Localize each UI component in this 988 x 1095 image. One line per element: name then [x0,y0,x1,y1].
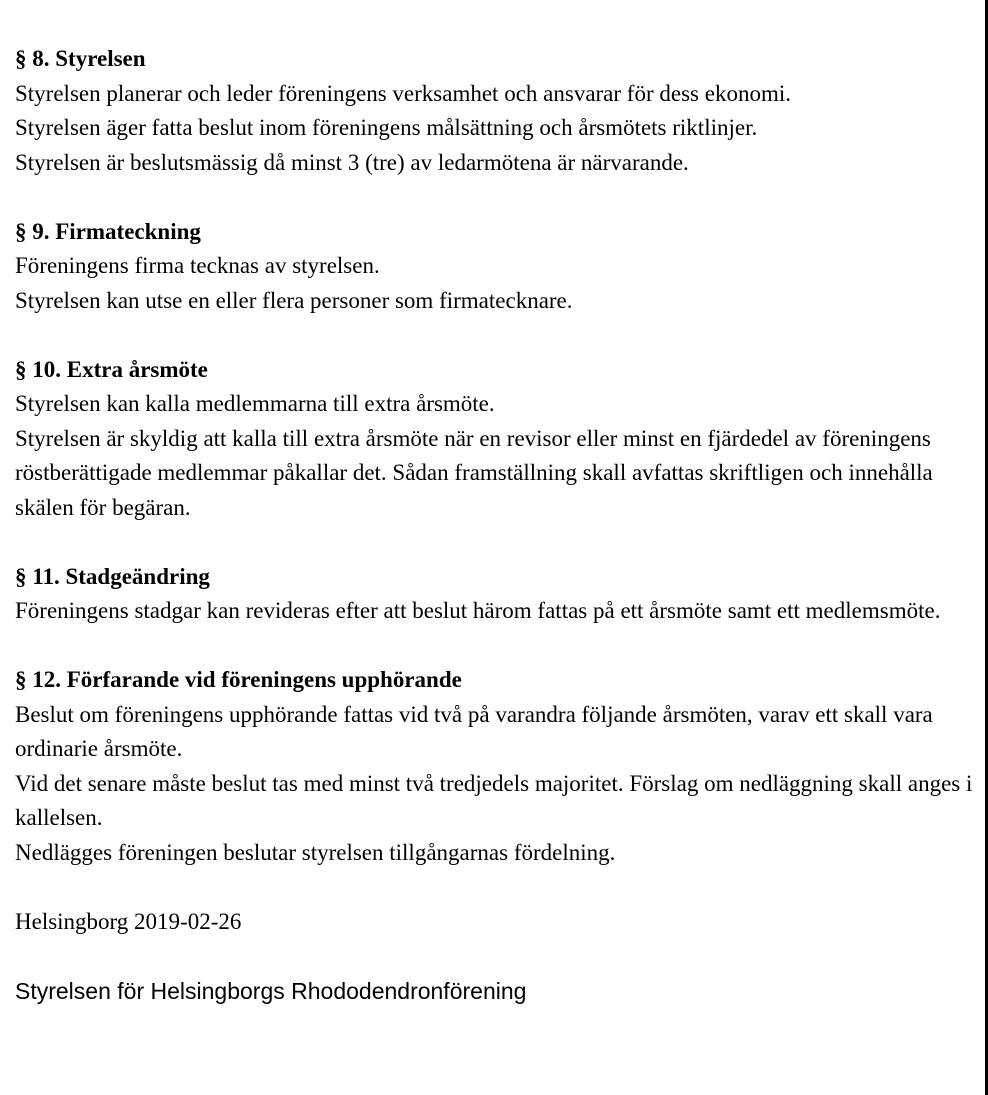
document-content [15,42,975,1008]
section-paragraph: Styrelsen äger fatta beslut inom föreningens målsättning och årsmötets riktlinjer. [15,115,758,140]
place-and-date: Helsingborg 2019-02-26 [15,908,242,934]
signature-line: Styrelsen för Helsingborgs Rhododendronförening [15,977,527,1004]
section-paragraph: Styrelsen kan kalla medlemmarna till extra årsmöte. [15,391,495,416]
section-paragraph: Nedlägges föreningen beslutar styrelsen tillgångarnas fördelning. [15,839,616,865]
section-paragraph: Styrelsen är beslutsmässig då minst 3 (tre) av ledarmötena är närvarande. [15,149,689,175]
section-paragraph: Styrelsen kan utse en eller flera personer som firmatecknare. [15,287,573,313]
section-paragraph: Föreningens stadgar kan revideras efter att beslut härom fattas på ett årsmöte samt ett medlemsmöte. [15,598,941,623]
section-heading: § 8. Styrelsen [15,46,146,71]
section-9-firmateckning [15,215,975,319]
section-heading: § 10. Extra årsmöte [15,356,208,382]
section-paragraph: Föreningens firma tecknas av styrelsen. [15,253,380,278]
section-heading: § 12. Förfarande vid föreningens upphörande [15,667,462,692]
section-11-stadgeandring [15,560,975,629]
section-heading: § 9. Firmateckning [15,218,201,244]
section-paragraph: Beslut om föreningens upphörande fattas vid två på varandra följande årsmöten, varav ett skall vara ordinarie årsmöte. [15,701,933,761]
section-paragraph: Styrelsen planerar och leder föreningens verksamhet och ansvarar för dess ekonomi. [15,80,791,106]
section-8-styrelsen [15,42,975,180]
section-12-upphorande [15,663,975,870]
section-paragraph: Styrelsen är skyldig att kalla till extra årsmöte när en revisor eller minst en fjärdedel av föreningens röstberättigade medlemmar påkallar det. Sådan framställning skall avfattas skriftligen och innehålla skälen för begäran. [15,425,933,520]
section-10-extra-arsmote [15,353,975,526]
section-heading: § 11. Stadgeändring [15,563,210,589]
section-paragraph: Vid det senare måste beslut tas med minst två tredjedels majoritet. Förslag om nedläggning skall anges i kallelsen. [15,770,973,830]
